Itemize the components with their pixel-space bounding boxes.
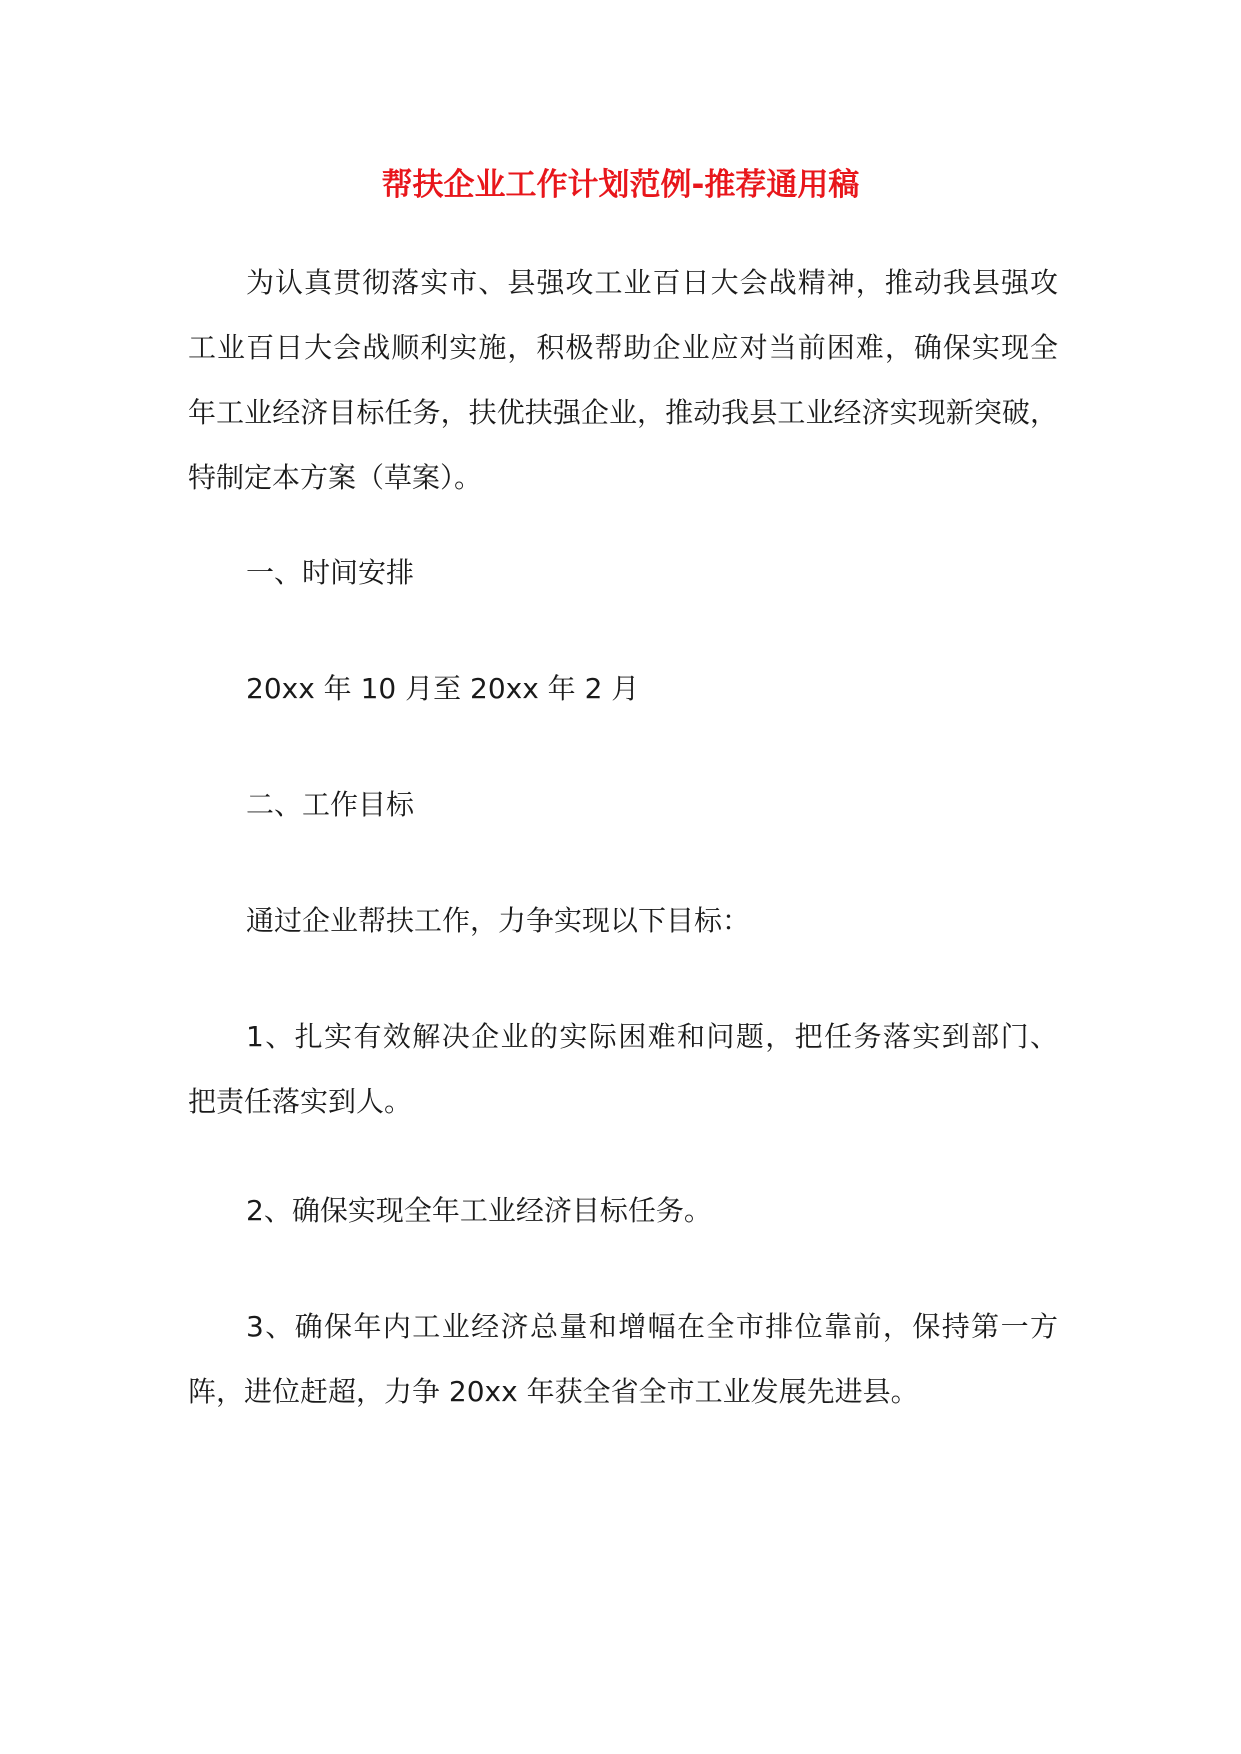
paragraph-line: 工业百日大会战顺利实施，积极帮助企业应对当前困难，确保实现全 bbox=[188, 331, 1058, 364]
goal-item-1 bbox=[188, 1004, 1058, 1134]
paragraph-intro bbox=[188, 250, 1058, 510]
section-heading-goals bbox=[188, 772, 1058, 837]
paragraph-schedule bbox=[188, 656, 1058, 721]
paragraph-line: 为认真贯彻落实市、县强攻工业百日大会战精神，推动我县强攻 bbox=[246, 266, 1058, 299]
paragraph-line: 20xx 年 10 月至 20xx 年 2 月 bbox=[246, 672, 640, 705]
goal-item-2 bbox=[188, 1178, 1058, 1243]
paragraph-line: 二、工作目标 bbox=[246, 788, 415, 821]
paragraph-line: 把责任落实到人。 bbox=[188, 1085, 413, 1118]
paragraph-line: 年工业经济目标任务，扶优扶强企业，推动我县工业经济实现新突破， bbox=[188, 396, 1058, 429]
section-heading-schedule bbox=[188, 540, 1058, 605]
paragraph-line: 1、扎实有效解决企业的实际困难和问题，把任务落实到部门、 bbox=[246, 1020, 1058, 1053]
document-title: 帮扶企业工作计划范例-推荐通用稿 bbox=[381, 167, 860, 203]
paragraph-line: 特制定本方案（草案）。 bbox=[188, 461, 483, 494]
goal-item-3 bbox=[188, 1294, 1058, 1424]
paragraph-line: 3、确保年内工业经济总量和增幅在全市排位靠前，保持第一方 bbox=[246, 1310, 1058, 1343]
paragraph-line: 一、时间安排 bbox=[246, 556, 415, 589]
paragraph-goals-intro bbox=[188, 888, 1058, 953]
paragraph-line: 通过企业帮扶工作，力争实现以下目标： bbox=[246, 904, 751, 937]
paragraph-line: 阵，进位赶超，力争 20xx 年获全省全市工业发展先进县。 bbox=[188, 1375, 919, 1408]
paragraph-line: 2、确保实现全年工业经济目标任务。 bbox=[246, 1194, 712, 1227]
